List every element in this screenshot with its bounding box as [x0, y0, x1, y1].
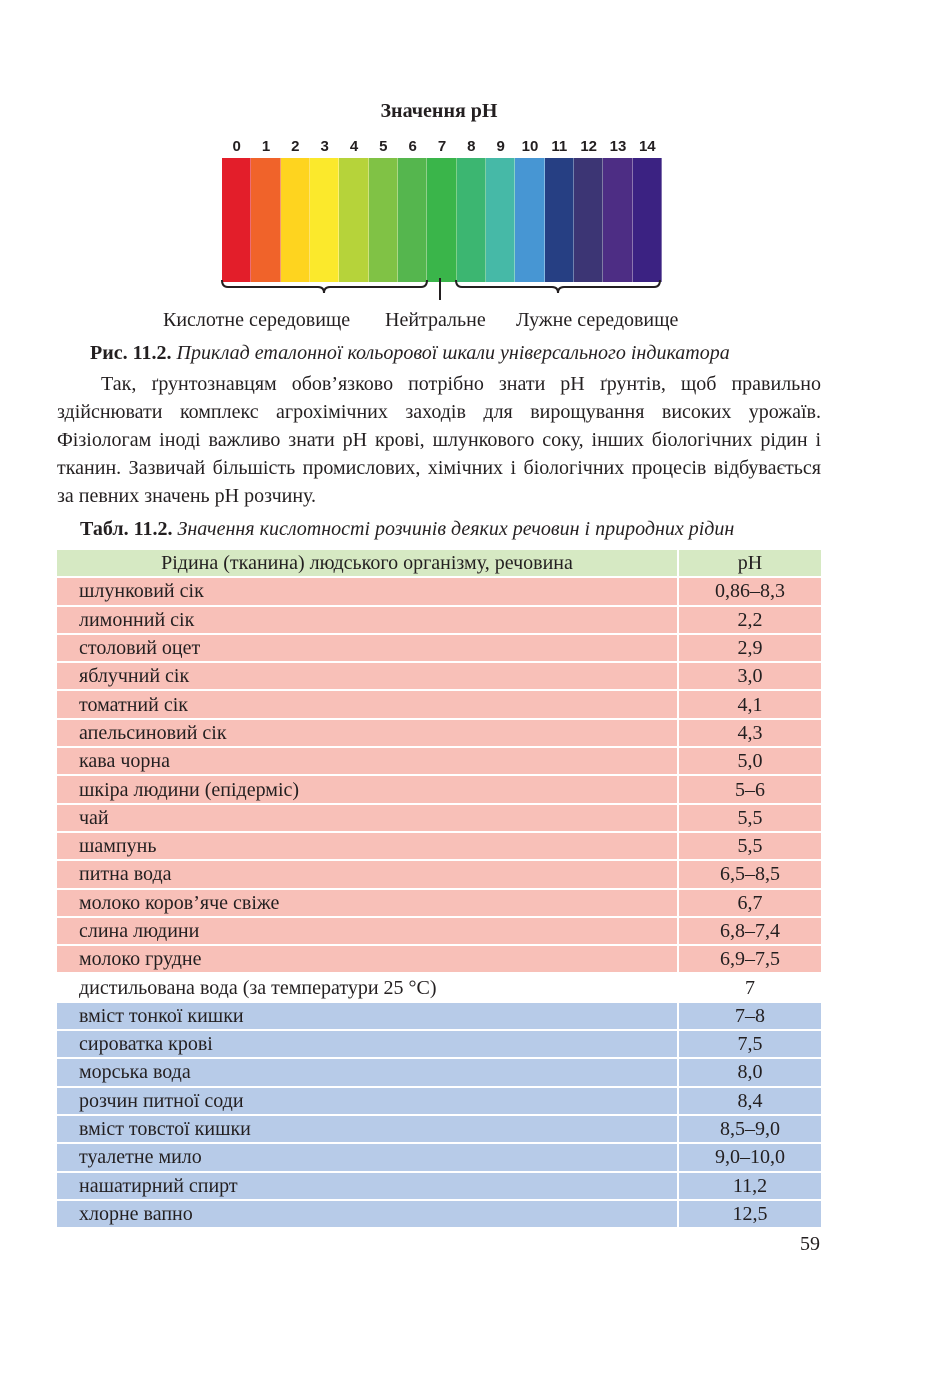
table-row — [57, 1115, 821, 1143]
ph-cell: 5,5 — [678, 804, 821, 832]
table-row — [57, 1030, 821, 1058]
zone-labels — [0, 309, 946, 335]
table-row — [57, 1058, 821, 1086]
table-caption-text: Значення кислотності розчинів деяких речовин і природних рідин — [177, 518, 735, 540]
table-row — [57, 747, 821, 775]
substance-cell: вміст тонкої кишки — [57, 1002, 678, 1030]
ph-scale-number: 11 — [551, 138, 568, 155]
ph-color-segment — [398, 158, 427, 282]
ph-cell: 2,9 — [678, 634, 821, 662]
ph-color-segment — [251, 158, 280, 282]
figure-caption-text: Приклад еталонної кольорової шкали універсального індикатора — [176, 342, 730, 364]
table-row — [57, 634, 821, 662]
substance-cell: лимонний сік — [57, 606, 678, 634]
ph-color-segment — [427, 158, 456, 282]
ph-color-segment — [545, 158, 574, 282]
header-substance: Рідина (тканина) людського організму, речовина — [57, 550, 678, 577]
figure-caption-number: Рис. 11.2. — [90, 342, 172, 364]
table-row — [57, 690, 821, 718]
ph-scale-number: 8 — [467, 138, 476, 155]
substance-cell: апельсиновий сік — [57, 719, 678, 747]
ph-color-segment — [457, 158, 486, 282]
ph-color-segment — [310, 158, 339, 282]
ph-color-segment — [222, 158, 251, 282]
ph-cell: 5–6 — [678, 775, 821, 803]
ph-cell: 7–8 — [678, 1002, 821, 1030]
substance-cell: молоко коров’яче свіже — [57, 889, 678, 917]
ph-color-segment — [369, 158, 398, 282]
ph-scale-number: 3 — [320, 138, 329, 155]
substance-cell: сироватка крові — [57, 1030, 678, 1058]
table-row — [57, 577, 821, 605]
table-row — [57, 1143, 821, 1171]
ph-scale-number: 9 — [496, 138, 505, 155]
ph-color-segment — [574, 158, 603, 282]
ph-scale-number: 0 — [232, 138, 241, 155]
ph-scale-number: 13 — [609, 138, 627, 155]
page-number: 59 — [800, 1233, 820, 1255]
ph-scale-numbers — [222, 138, 662, 158]
ph-cell: 4,3 — [678, 719, 821, 747]
ph-cell: 6,8–7,4 — [678, 917, 821, 945]
table-row — [57, 1172, 821, 1200]
substance-cell: слина людини — [57, 917, 678, 945]
table-row — [57, 775, 821, 803]
ph-color-segment — [633, 158, 662, 282]
table-row — [57, 804, 821, 832]
ph-cell: 5,5 — [678, 832, 821, 860]
substance-cell: яблучний сік — [57, 662, 678, 690]
ph-cell: 6,9–7,5 — [678, 945, 821, 973]
table-caption — [80, 518, 734, 541]
base-label: Лужне середовище — [516, 309, 679, 331]
table-row — [57, 945, 821, 973]
figure-caption — [90, 342, 730, 365]
ph-cell: 9,0–10,0 — [678, 1143, 821, 1171]
substance-cell: морська вода — [57, 1058, 678, 1086]
ph-scale-number: 6 — [408, 138, 417, 155]
table-row — [57, 917, 821, 945]
substance-cell: шлунковий сік — [57, 577, 678, 605]
table-row — [57, 719, 821, 747]
scale-braces — [218, 278, 668, 302]
ph-cell: 3,0 — [678, 662, 821, 690]
table-row — [57, 889, 821, 917]
ph-scale-number: 7 — [437, 138, 447, 155]
ph-cell: 2,2 — [678, 606, 821, 634]
ph-scale-number: 4 — [349, 138, 359, 155]
ph-cell: 4,1 — [678, 690, 821, 718]
substance-cell: нашатирний спирт — [57, 1172, 678, 1200]
substance-cell: кава чорна — [57, 747, 678, 775]
ph-color-segment — [281, 158, 310, 282]
ph-cell: 12,5 — [678, 1200, 821, 1228]
ph-color-segment — [339, 158, 368, 282]
substance-cell: туалетне мило — [57, 1143, 678, 1171]
table-row — [57, 860, 821, 888]
substance-cell: питна вода — [57, 860, 678, 888]
ph-cell: 8,4 — [678, 1087, 821, 1115]
ph-table — [57, 550, 821, 1229]
header-ph: pH — [678, 550, 821, 577]
ph-color-segment — [603, 158, 632, 282]
ph-cell: 6,5–8,5 — [678, 860, 821, 888]
table-header-row — [57, 550, 821, 577]
substance-cell: столовий оцет — [57, 634, 678, 662]
neutral-label: Нейтральне — [385, 309, 486, 331]
table-row — [57, 662, 821, 690]
table-row — [57, 1002, 821, 1030]
table-row — [57, 1087, 821, 1115]
table-row — [57, 832, 821, 860]
ph-scale-number: 5 — [379, 138, 388, 155]
table-row — [57, 606, 821, 634]
body-paragraph: Так, ґрунтознавцям обов’язково потрібно знати pH ґрунтів, щоб правильно здійснювати комплекс агрохімічних заходів для вирощування високих урожаїв. Фізіологам іноді важливо знати pH крові, шлункового соку, інших біологічних рідин і тканин. Зазвичай більшість промислових, хімічних і біологічних процесів відбувається за певних значень pH розчину. — [57, 373, 821, 507]
ph-cell: 0,86–8,3 — [678, 577, 821, 605]
ph-cell: 7,5 — [678, 1030, 821, 1058]
substance-cell: шампунь — [57, 832, 678, 860]
ph-cell: 6,7 — [678, 889, 821, 917]
ph-color-scale — [222, 158, 662, 282]
ph-scale-number: 1 — [261, 138, 271, 155]
acid-label: Кислотне середовище — [163, 309, 351, 331]
ph-color-segment — [515, 158, 544, 282]
ph-scale-number: 2 — [291, 138, 300, 155]
ph-cell: 8,0 — [678, 1058, 821, 1086]
ph-scale-number: 14 — [638, 138, 656, 155]
ph-scale-number: 12 — [580, 138, 597, 155]
table-row — [57, 1200, 821, 1228]
ph-cell: 8,5–9,0 — [678, 1115, 821, 1143]
figure-title: Значення pH — [380, 100, 498, 122]
ph-cell: 11,2 — [678, 1172, 821, 1200]
table-row — [57, 973, 821, 1001]
substance-cell: вміст товстої кишки — [57, 1115, 678, 1143]
table-caption-number: Табл. 11.2. — [80, 518, 173, 540]
substance-cell: томатний сік — [57, 690, 678, 718]
ph-scale-number: 10 — [521, 138, 539, 155]
substance-cell: розчин питної соди — [57, 1087, 678, 1115]
ph-cell: 7 — [678, 973, 821, 1001]
substance-cell: молоко грудне — [57, 945, 678, 973]
ph-color-segment — [486, 158, 515, 282]
substance-cell: шкіра людини (епідерміс) — [57, 775, 678, 803]
substance-cell: дистильована вода (за температури 25 °C) — [57, 973, 678, 1001]
ph-cell: 5,0 — [678, 747, 821, 775]
substance-cell: чай — [57, 804, 678, 832]
substance-cell: хлорне вапно — [57, 1200, 678, 1228]
